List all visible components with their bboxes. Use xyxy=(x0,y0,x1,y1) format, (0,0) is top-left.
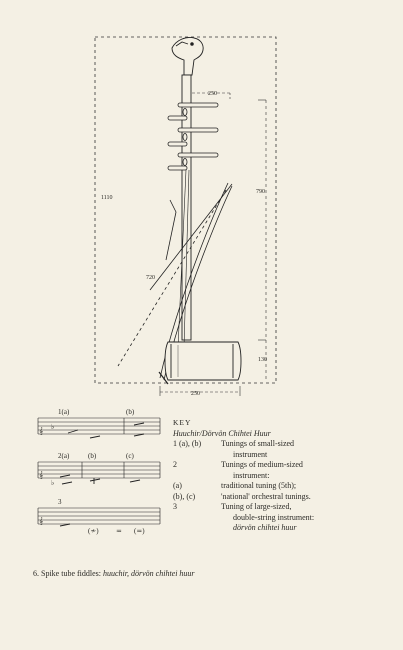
key-row xyxy=(173,471,373,482)
staff-3 xyxy=(38,508,160,524)
key-row xyxy=(173,450,373,461)
staff3-note-1: (≁) xyxy=(88,527,99,535)
key-row-code: (b), (c) xyxy=(173,491,196,501)
key-row-desc: dörvön chihtei huur xyxy=(233,523,297,532)
horse-head-scroll xyxy=(172,37,203,75)
staff2-notes xyxy=(60,475,140,484)
key-row xyxy=(173,492,373,503)
key-row-desc: Tuning of large-sized, xyxy=(221,502,292,511)
treble-clef-2: 𝄞 xyxy=(39,471,44,479)
dim-body-height: 130 xyxy=(258,357,267,363)
staff1-label-b: (b) xyxy=(126,408,135,416)
key-title: KEY xyxy=(173,418,192,427)
caption-text: 6. Spike tube fiddles: xyxy=(33,569,103,578)
key-row xyxy=(173,439,373,450)
svg-text:♭: ♭ xyxy=(51,423,55,431)
staff2-label-a: 2(a) xyxy=(58,452,70,460)
staff3-note-3: (≂) xyxy=(134,527,145,535)
staff2-label-c: (c) xyxy=(126,452,134,460)
key-row xyxy=(173,481,373,492)
key-row-code: 1 (a), (b) xyxy=(173,439,202,448)
caption-italic: huuchir, dörvön chihtei huur xyxy=(103,569,195,578)
dim-width-bottom: 250 xyxy=(191,391,200,397)
dim-bow-length: 720 xyxy=(146,275,155,281)
dim-height-total: 1110 xyxy=(101,195,113,201)
key-row-code xyxy=(173,523,221,534)
dim-height-right: 790 xyxy=(256,189,265,195)
figure-key xyxy=(173,418,373,534)
staff2-label-b: (b) xyxy=(88,452,97,460)
key-row-code xyxy=(173,513,221,524)
staff1-notes xyxy=(68,423,144,438)
staff-2 xyxy=(38,462,160,478)
tuning-pegs xyxy=(168,103,218,170)
figure-caption xyxy=(33,569,195,578)
key-row xyxy=(173,460,373,471)
staff3-label: 3 xyxy=(58,498,62,506)
key-row-code xyxy=(173,450,221,461)
svg-text:♭: ♭ xyxy=(51,479,55,487)
dim-width-top: 250 xyxy=(208,91,217,97)
staff3-note-2: ≂ xyxy=(116,527,122,535)
staff-1 xyxy=(38,418,160,434)
key-row xyxy=(173,523,373,534)
key-row-desc: instrument: xyxy=(233,470,270,480)
key-row-desc: 'national' orchestral tunings. xyxy=(221,491,311,501)
key-row-code: 3 xyxy=(173,502,177,511)
treble-clef-1: 𝄞 xyxy=(39,427,44,435)
treble-clef-3: 𝄞 xyxy=(39,517,44,525)
key-row-desc: traditional tuning (5th); xyxy=(221,481,297,490)
key-row-code: 2 xyxy=(173,460,177,469)
key-row xyxy=(173,502,373,513)
key-row-desc: Tunings of small-sized xyxy=(221,439,295,448)
key-subtitle: Huuchir/Dörvön Chihtei Huur xyxy=(173,428,271,438)
key-row xyxy=(173,513,373,524)
key-row-code xyxy=(173,471,221,482)
key-row-desc: double-string instrument: xyxy=(233,512,315,522)
staff1-label-a: 1(a) xyxy=(58,408,70,416)
key-row-desc: Tunings of medium-sized xyxy=(221,460,303,469)
resonator-body xyxy=(165,342,241,380)
key-row-desc: instrument xyxy=(233,449,268,459)
key-row-code: (a) xyxy=(173,481,182,490)
